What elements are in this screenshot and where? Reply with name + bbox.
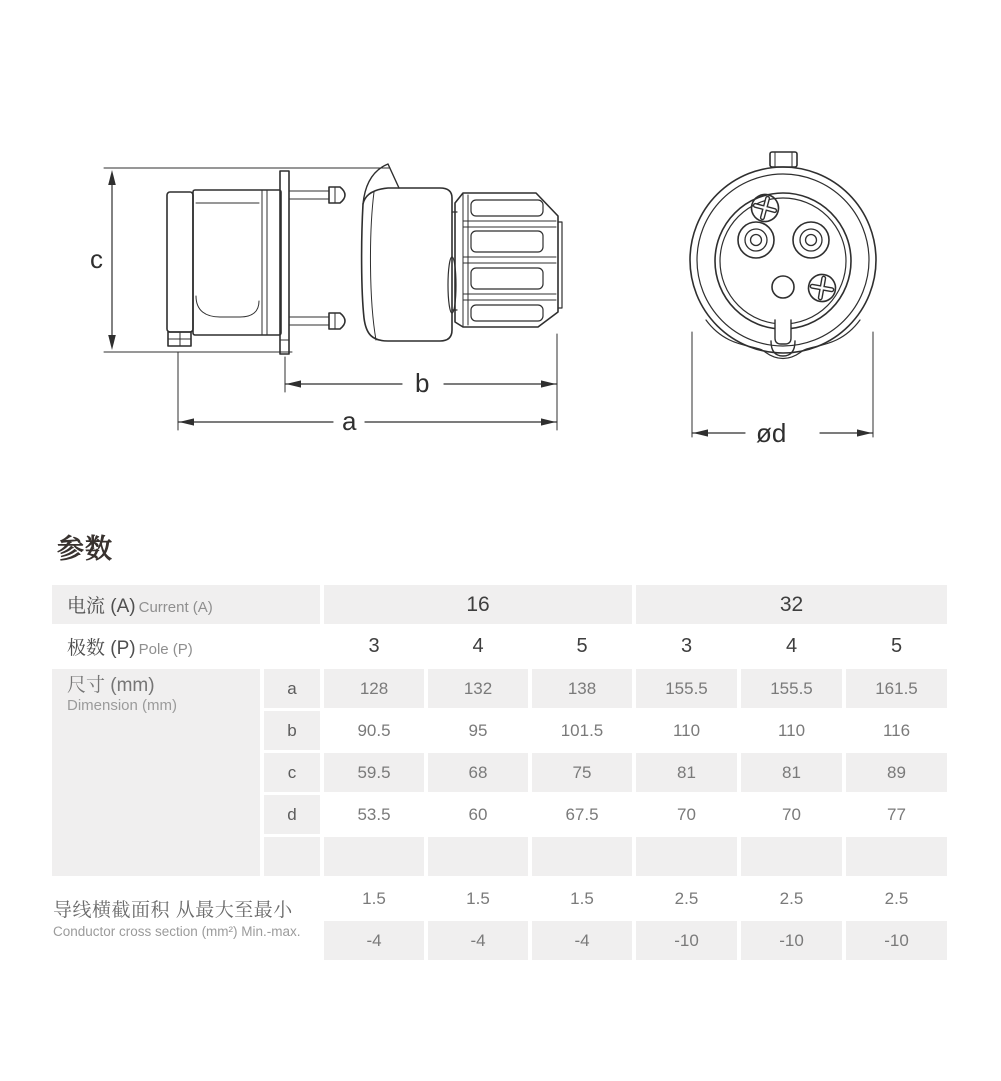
dim-value: 155.5 — [636, 669, 737, 708]
row-conductor-min — [52, 879, 947, 918]
dim-value: 70 — [782, 804, 801, 824]
pole-value: 3 — [368, 635, 380, 657]
dim-key-d: d — [264, 795, 320, 834]
current-label — [52, 585, 320, 624]
front-view-drawing — [690, 152, 876, 448]
dim-value: 81 — [741, 753, 842, 792]
spacer-cell — [741, 837, 842, 876]
conductor-label-en: Conductor cross section (mm²) Min.-max. — [53, 924, 301, 939]
dim-value: 90.5 — [357, 720, 391, 740]
dimension-c — [108, 170, 116, 350]
pin-hole — [793, 222, 829, 258]
conductor-max-value: -10 — [636, 921, 737, 960]
dim-value: 128 — [324, 669, 424, 708]
conductor-max-value: -4 — [324, 921, 424, 960]
conductor-min-value: 1.5 — [466, 888, 490, 908]
spacer-cell — [846, 837, 947, 876]
dim-value: 110 — [672, 720, 701, 740]
dimension-label-en: Dimension (mm) — [67, 697, 178, 714]
pin-hole — [738, 222, 774, 258]
dim-value: 59.5 — [324, 753, 424, 792]
conductor-min-value: 1.5 — [570, 888, 594, 908]
dim-value: 161.5 — [846, 669, 947, 708]
dim-key-c: c — [264, 753, 320, 792]
dim-value: 68 — [428, 753, 528, 792]
dim-value: 75 — [532, 753, 632, 792]
dim-label-c: c — [90, 244, 103, 274]
dim-value: 116 — [882, 720, 911, 740]
conductor-min-value: 2.5 — [779, 888, 804, 908]
parameters-table — [48, 582, 951, 963]
conductor-max-value: -10 — [846, 921, 947, 960]
dim-value: 89 — [846, 753, 947, 792]
dim-value: 67.5 — [565, 804, 599, 824]
dim-value: 155.5 — [741, 669, 842, 708]
current-group-16: 16 — [324, 585, 632, 624]
technical-drawings — [0, 0, 1001, 500]
screw-icon — [748, 191, 781, 224]
spacer-cell — [636, 837, 737, 876]
dim-label-d: ød — [756, 418, 787, 448]
dim-value: 81 — [636, 753, 737, 792]
pole-label — [52, 627, 320, 666]
plug-side-outline — [167, 164, 562, 354]
dimension-label-cn: 尺寸 (mm) — [67, 675, 155, 696]
row-pole — [52, 627, 947, 666]
page-title: 参数 — [57, 534, 113, 564]
current-label-en: Current (A) — [138, 599, 213, 616]
dimension-a — [178, 418, 557, 425]
pole-label-en: Pole (P) — [138, 641, 193, 658]
dim-value: 95 — [468, 720, 488, 740]
conductor-label — [52, 879, 320, 960]
pole-value: 4 — [472, 635, 484, 657]
conductor-min-value: 2.5 — [674, 888, 699, 908]
row-dim-a — [52, 669, 947, 708]
conductor-max-value: -4 — [532, 921, 632, 960]
row-current — [52, 585, 947, 624]
dim-value: 101.5 — [560, 720, 604, 740]
conductor-max-value: -10 — [741, 921, 842, 960]
pole-value: 4 — [785, 635, 798, 657]
pilot-hole — [772, 276, 794, 298]
dim-value: 138 — [532, 669, 632, 708]
dim-value: 53.5 — [357, 804, 391, 824]
dim-label-a: a — [342, 406, 357, 436]
conductor-min-value: 1.5 — [362, 888, 386, 908]
spacer-cell — [532, 837, 632, 876]
dim-key-a: a — [264, 669, 320, 708]
conductor-max-value: -4 — [428, 921, 528, 960]
conductor-min-value: 2.5 — [884, 888, 909, 908]
dim-value: 70 — [677, 804, 696, 824]
spacer-cell — [428, 837, 528, 876]
dim-label-b: b — [415, 368, 430, 398]
dim-value: 110 — [777, 720, 806, 740]
pole-value: 5 — [890, 635, 903, 657]
current-label-cn: 电流 (A) — [67, 596, 136, 617]
current-group-32: 32 — [636, 585, 947, 624]
spacer-cell — [264, 837, 320, 876]
dim-key-b: b — [264, 711, 320, 750]
dimension-label — [52, 669, 260, 876]
pole-label-cn: 极数 (P) — [67, 638, 136, 659]
conductor-label-cn: 导线横截面积 从最大至最小 — [53, 900, 293, 921]
dim-value: 132 — [428, 669, 528, 708]
pole-value: 5 — [576, 635, 588, 657]
dim-value: 77 — [887, 804, 906, 824]
pole-value: 3 — [680, 635, 693, 657]
dim-value: 60 — [468, 804, 488, 824]
spacer-cell — [324, 837, 424, 876]
